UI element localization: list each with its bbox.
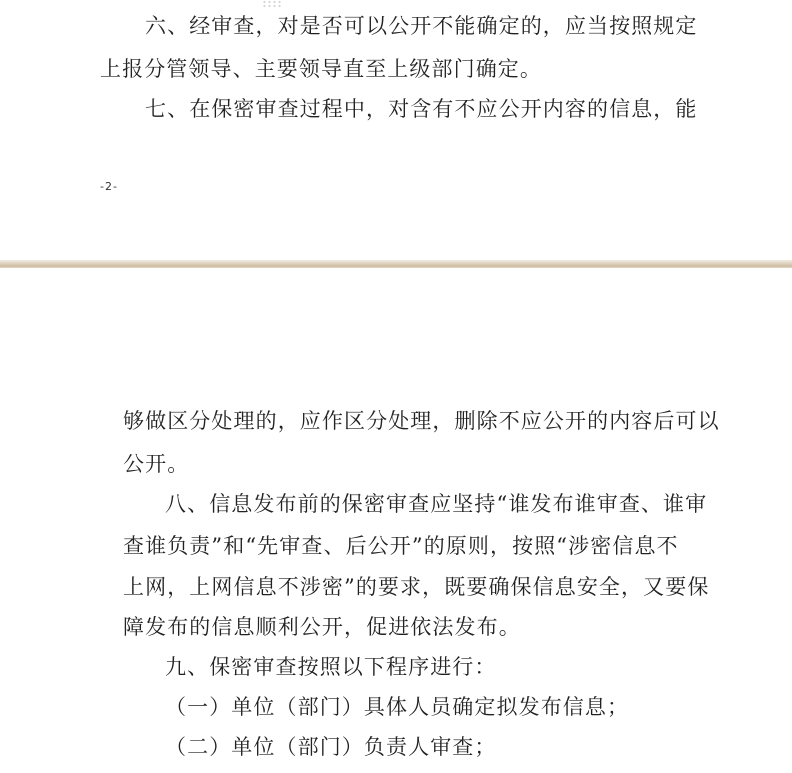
paragraph-line: 八、信息发布前的保密审查应坚持“谁发布谁审查、谁审 [165,492,708,516]
document-page-bottom [0,268,792,773]
paragraph-line: 够做区分处理的，应作区分处理，删除不应公开的内容后可以 [123,409,720,433]
paragraph-line: 公开。 [123,452,190,476]
paragraph-line: 障发布的信息顺利公开，促进依法发布。 [123,615,521,639]
page-number: -2- [100,180,118,193]
list-item: （一）单位（部门）具体人员确定拟发布信息； [165,695,630,719]
paragraph-line: 九、保密审查按照以下程序进行： [165,655,497,679]
scan-speck [262,0,282,8]
paragraph-line: 上报分管领导、主要领导直至上级部门确定。 [100,57,542,81]
paragraph-line: 查谁负责”和“先审查、后公开”的原则，按照“涉密信息不 [123,534,679,558]
paragraph-line: 上网，上网信息不涉密”的要求，既要确保信息安全，又要保 [123,575,710,599]
document-page-top [0,0,792,262]
paragraph-line: 六、经审查，对是否可以公开不能确定的，应当按照规定 [145,14,698,38]
paragraph-line: 七、在保密审查过程中，对含有不应公开内容的信息，能 [145,97,698,121]
list-item: （二）单位（部门）负责人审查； [165,735,497,759]
